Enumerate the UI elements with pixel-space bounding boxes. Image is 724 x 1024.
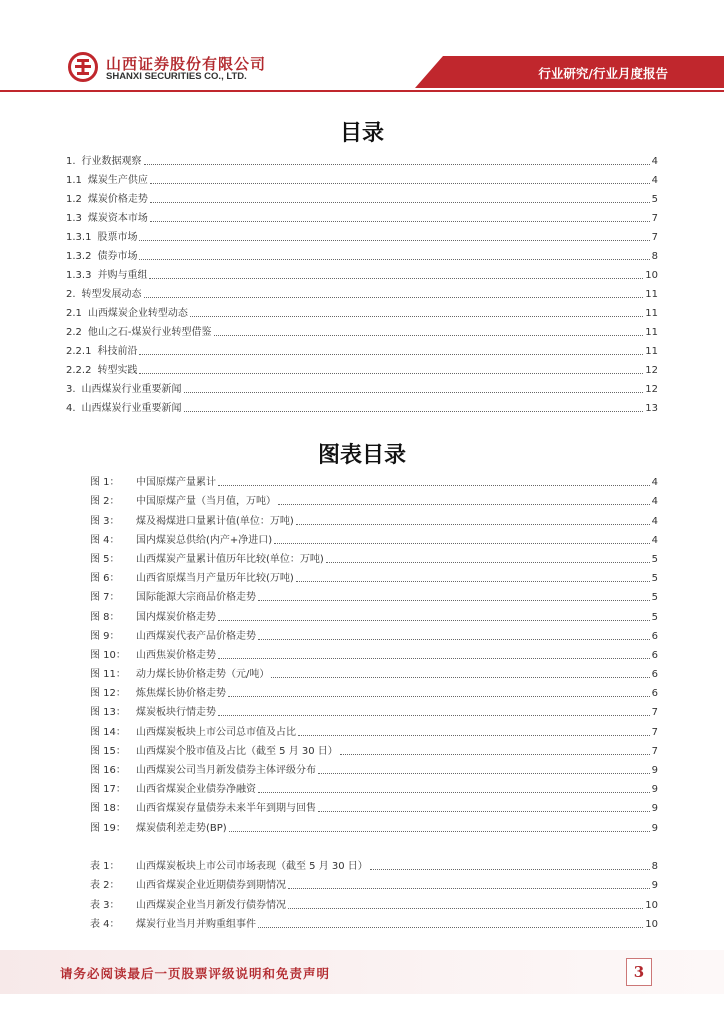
- toc-leader-dots: [298, 734, 650, 736]
- toc-leader-dots: [149, 277, 643, 279]
- figure-toc-item[interactable]: [90, 470, 658, 489]
- toc-leader-dots: [228, 695, 650, 697]
- toc-entry-number: 图 9：: [90, 630, 120, 642]
- toc-leader-dots: [274, 542, 649, 544]
- toc-entry-page[interactable]: 13: [645, 403, 658, 414]
- toc-item[interactable]: [66, 358, 658, 377]
- toc-entry-label: 他山之石-煤炭行业转型借鉴: [87, 327, 212, 338]
- toc-entry-number: 图 18：: [90, 803, 126, 815]
- figure-toc-item[interactable]: [90, 719, 658, 738]
- toc-entry-page[interactable]: 7: [651, 726, 658, 738]
- table-toc-item[interactable]: [90, 912, 658, 931]
- toc-entry-label: 国际能源大宗商品价格走势: [136, 592, 256, 604]
- report-type-label: 行业研究/行业月度报告: [538, 66, 668, 81]
- toc-entry-number: 1.2: [66, 194, 82, 205]
- toc-item[interactable]: [66, 244, 658, 263]
- figure-toc-item[interactable]: [90, 566, 658, 585]
- toc-entry-label: 山西煤炭企业转型动态: [87, 308, 188, 319]
- toc-entry-text[interactable]: [90, 745, 338, 758]
- toc-item[interactable]: [66, 149, 658, 168]
- toc-leader-dots: [214, 334, 644, 336]
- toc-entry-page[interactable]: 11: [645, 327, 658, 338]
- toc-entry-text[interactable]: [90, 534, 272, 547]
- toc-entry-label: 山西煤炭公司当月新发债券主体评级分布: [136, 765, 316, 776]
- toc-entry-label: 转型实践: [97, 365, 138, 376]
- toc-entry-label: 山西省煤炭企业债券净融资: [136, 784, 256, 796]
- toc-entry-number: 1.3.3: [66, 270, 92, 281]
- toc-entry-page[interactable]: 6: [651, 669, 658, 681]
- toc-leader-dots: [184, 410, 644, 412]
- toc-entry-text[interactable]: [90, 783, 256, 796]
- toc-leader-dots: [150, 220, 650, 222]
- toc-entry-number: 图 19：: [90, 822, 126, 834]
- toc-entry-text[interactable]: [90, 706, 216, 719]
- figure-toc-item[interactable]: [90, 624, 658, 643]
- toc-entry-number: 图 8：: [90, 611, 120, 623]
- toc-entry-text[interactable]: [66, 345, 137, 358]
- toc-entry-label: 煤炭生产供应: [87, 175, 148, 186]
- toc-entry-number: 表 3：: [90, 899, 120, 911]
- toc-leader-dots: [370, 868, 650, 870]
- toc-entry-number: 图 15：: [90, 745, 126, 757]
- toc-entry-page[interactable]: 4: [651, 156, 658, 167]
- toc-leader-dots: [150, 201, 650, 203]
- toc-leader-dots: [144, 296, 644, 298]
- toc-entry-number: 图 5：: [90, 553, 120, 565]
- toc-entry-page[interactable]: 7: [651, 745, 658, 757]
- toc-entry-number: 4.: [66, 403, 76, 414]
- toc-entry-text[interactable]: [90, 649, 216, 662]
- toc-leader-dots: [288, 907, 643, 909]
- toc-item[interactable]: [66, 282, 658, 301]
- toc-entry-page[interactable]: 8: [651, 251, 658, 262]
- toc-entry-page[interactable]: 4: [651, 534, 658, 546]
- table-toc-item[interactable]: [90, 873, 658, 892]
- figure-toc-item[interactable]: [90, 508, 658, 527]
- toc-entry-number: 图 3：: [90, 515, 120, 527]
- toc-entry-label: 山西煤炭板块上市公司市场表现（截至 5 月 30 日）: [136, 861, 368, 873]
- toc-leader-dots: [288, 887, 650, 889]
- toc-leader-dots: [218, 657, 650, 659]
- toc-leader-dots: [296, 580, 650, 582]
- toc-entry-page[interactable]: 9: [651, 880, 658, 892]
- toc-entry-number: 图 7：: [90, 592, 120, 604]
- toc-entry-number: 图 14：: [90, 726, 126, 738]
- toc-entry-label: 中国原煤产量累计: [136, 477, 216, 489]
- company-name-cn: 山西证券股份有限公司: [106, 55, 267, 73]
- toc-entry-label: 动力煤长协价格走势（元/吨）: [136, 669, 270, 681]
- toc-entry-number: 图 6：: [90, 573, 120, 585]
- toc-entry-page[interactable]: 5: [651, 573, 658, 585]
- toc-item[interactable]: [66, 301, 658, 320]
- toc-entry-label: 转型发展动态: [81, 289, 142, 300]
- figure-toc-title: 图表目录: [317, 442, 406, 468]
- toc-entry-text[interactable]: [90, 687, 226, 700]
- toc-entry-number: 图 4：: [90, 534, 120, 546]
- toc-entry-text[interactable]: [90, 495, 276, 508]
- toc-entry-page[interactable]: 7: [651, 707, 658, 719]
- toc-item[interactable]: [66, 187, 658, 206]
- table-toc-item[interactable]: [90, 854, 658, 873]
- toc-entry-text[interactable]: [90, 572, 294, 585]
- toc-entry-label: 山西省煤炭企业近期债券到期情况: [136, 880, 286, 892]
- toc-entry-number: 图 13：: [90, 707, 126, 719]
- toc-entry-number: 1.1: [66, 175, 82, 186]
- toc-entry-label: 股票市场: [97, 232, 138, 243]
- toc-entry-number: 2.2.2: [66, 365, 92, 376]
- toc-entry-page[interactable]: 11: [645, 308, 658, 319]
- toc-entry-page[interactable]: 9: [651, 765, 658, 776]
- toc-entry-page[interactable]: 4: [651, 496, 658, 508]
- shanxi-securities-logo-icon: [68, 52, 98, 82]
- table-toc-item[interactable]: [90, 892, 658, 911]
- toc-entry-number: 图 11：: [90, 669, 126, 681]
- toc-list: [66, 149, 658, 415]
- toc-entry-number: 2.2.1: [66, 346, 92, 357]
- figure-toc-item[interactable]: [90, 796, 658, 815]
- header-divider: [0, 90, 724, 92]
- toc-entry-label: 山西煤炭个股市值及占比（截至 5 月 30 日）: [136, 745, 338, 757]
- figure-toc-item[interactable]: [90, 815, 658, 834]
- figure-toc-item[interactable]: [90, 489, 658, 508]
- figure-toc-item[interactable]: [90, 547, 658, 566]
- figure-toc-item[interactable]: [90, 604, 658, 623]
- toc-entry-page[interactable]: 6: [651, 688, 658, 700]
- toc-entry-text[interactable]: [90, 899, 286, 912]
- toc-item[interactable]: [66, 396, 658, 415]
- toc-leader-dots: [326, 561, 650, 563]
- toc-entry-page[interactable]: 9: [651, 803, 658, 815]
- toc-leader-dots: [340, 753, 650, 755]
- toc-entry-text[interactable]: [90, 553, 324, 566]
- toc-entry-text[interactable]: [66, 212, 148, 225]
- toc-entry-number: 表 2：: [90, 880, 120, 892]
- toc-entry-page[interactable]: 5: [651, 194, 658, 205]
- toc-entry-number: 1.: [66, 156, 76, 167]
- figure-toc-item[interactable]: [90, 700, 658, 719]
- toc-entry-text[interactable]: [90, 668, 269, 681]
- toc-entry-number: 图 1：: [90, 477, 120, 489]
- toc-entry-text[interactable]: [66, 307, 188, 320]
- toc-entry-label: 山西煤炭行业重要新闻: [81, 403, 182, 414]
- toc-entry-text[interactable]: [66, 364, 137, 377]
- toc-leader-dots: [139, 239, 649, 241]
- toc-entry-text[interactable]: [90, 802, 316, 815]
- toc-entry-page[interactable]: 12: [645, 365, 658, 376]
- figure-toc-item[interactable]: [90, 739, 658, 758]
- toc-entry-page[interactable]: 8: [651, 861, 658, 873]
- toc-entry-text[interactable]: [90, 918, 256, 931]
- toc-entry-label: 债券市场: [97, 251, 138, 262]
- toc-entry-page[interactable]: 10: [645, 270, 658, 281]
- toc-entry-text[interactable]: [90, 879, 286, 892]
- toc-leader-dots: [139, 258, 649, 260]
- toc-entry-label: 山西省煤炭存量债券未来半年到期与回售: [136, 803, 316, 815]
- toc-entry-page[interactable]: 11: [645, 289, 658, 300]
- figure-list: [90, 470, 658, 835]
- figure-toc-item[interactable]: [90, 662, 658, 681]
- toc-entry-page[interactable]: 4: [651, 175, 658, 186]
- toc-leader-dots: [144, 163, 650, 165]
- toc-entry-label: 煤炭债利差走势(BP): [136, 822, 227, 834]
- toc-entry-label: 煤炭行业当月并购重组事件: [136, 918, 256, 930]
- toc-entry-page[interactable]: 11: [645, 346, 658, 357]
- toc-title: 目录: [339, 120, 384, 146]
- toc-entry-label: 煤及褐煤进口量累计值(单位：万吨): [136, 515, 294, 527]
- toc-entry-page[interactable]: 4: [651, 515, 658, 527]
- toc-entry-page[interactable]: 6: [651, 649, 658, 661]
- figure-toc-item[interactable]: [90, 758, 658, 777]
- figure-toc-item[interactable]: [90, 528, 658, 547]
- company-name-en: SHANXI SECURITIES CO., LTD.: [106, 71, 247, 82]
- toc-leader-dots: [271, 676, 649, 678]
- toc-entry-label: 行业数据观察: [81, 156, 142, 167]
- toc-entry-text[interactable]: [66, 269, 147, 282]
- toc-entry-page[interactable]: 6: [651, 630, 658, 642]
- toc-leader-dots: [258, 791, 650, 793]
- toc-entry-text[interactable]: [66, 383, 182, 396]
- toc-entry-text[interactable]: [90, 764, 316, 777]
- toc-entry-label: 山西煤炭产量累计值历年比较(单位：万吨): [136, 553, 324, 565]
- toc-entry-page[interactable]: 5: [651, 611, 658, 623]
- toc-entry-text[interactable]: [66, 288, 142, 301]
- toc-entry-text[interactable]: [66, 250, 137, 263]
- toc-leader-dots: [318, 772, 650, 774]
- toc-entry-label: 煤炭板块行情走势: [136, 707, 216, 719]
- toc-leader-dots: [184, 391, 644, 393]
- toc-leader-dots: [218, 619, 650, 621]
- toc-entry-label: 煤炭资本市场: [87, 213, 148, 224]
- toc-entry-text[interactable]: [90, 822, 227, 835]
- toc-entry-number: 图 2：: [90, 496, 120, 508]
- toc-entry-number: 3.: [66, 384, 76, 395]
- toc-entry-label: 山西煤炭代表产品价格走势: [136, 630, 256, 642]
- toc-entry-number: 图 12：: [90, 688, 126, 700]
- toc-entry-page[interactable]: 4: [651, 477, 658, 489]
- toc-entry-text[interactable]: [90, 860, 368, 873]
- toc-item[interactable]: [66, 225, 658, 244]
- toc-entry-number: 表 1：: [90, 861, 120, 873]
- toc-entry-number: 表 4：: [90, 918, 120, 930]
- toc-leader-dots: [190, 315, 643, 317]
- toc-item[interactable]: [66, 339, 658, 358]
- toc-entry-text[interactable]: [66, 402, 182, 415]
- toc-entry-page[interactable]: 5: [651, 592, 658, 604]
- footer-disclaimer: 请务必阅读最后一页股票评级说明和免责声明: [60, 966, 331, 981]
- toc-entry-page[interactable]: 9: [651, 784, 658, 796]
- toc-item[interactable]: [66, 320, 658, 339]
- toc-entry-number: 1.3.1: [66, 232, 92, 243]
- toc-leader-dots: [258, 926, 643, 928]
- toc-entry-text[interactable]: [90, 611, 216, 624]
- toc-entry-number: 2.: [66, 289, 76, 300]
- toc-item[interactable]: [66, 168, 658, 187]
- toc-leader-dots: [258, 638, 650, 640]
- toc-entry-text[interactable]: [90, 726, 296, 739]
- toc-leader-dots: [139, 372, 643, 374]
- toc-leader-dots: [139, 353, 643, 355]
- toc-entry-page[interactable]: 5: [651, 553, 658, 565]
- toc-entry-number: 图 17：: [90, 784, 126, 796]
- toc-leader-dots: [218, 714, 650, 716]
- toc-entry-number: 2.1: [66, 308, 82, 319]
- page-number: 3: [626, 958, 652, 986]
- toc-entry-number: 2.2: [66, 327, 82, 338]
- toc-entry-page[interactable]: 7: [651, 232, 658, 243]
- toc-entry-page[interactable]: 10: [645, 899, 658, 911]
- toc-entry-text[interactable]: [90, 591, 256, 604]
- toc-entry-label: 山西煤炭板块上市公司总市值及占比: [136, 726, 296, 738]
- toc-entry-page[interactable]: 12: [645, 384, 658, 395]
- toc-entry-label: 国内煤炭总供给(内产+净进口): [136, 534, 273, 546]
- toc-entry-page[interactable]: 7: [651, 213, 658, 224]
- toc-leader-dots: [296, 523, 650, 525]
- figure-toc-item[interactable]: [90, 643, 658, 662]
- toc-entry-label: 国内煤炭价格走势: [136, 611, 216, 623]
- figure-toc-item[interactable]: [90, 681, 658, 700]
- figure-toc-item[interactable]: [90, 777, 658, 796]
- toc-entry-label: 山西焦炭价格走势: [136, 649, 216, 661]
- toc-entry-text[interactable]: [90, 476, 216, 489]
- toc-entry-text[interactable]: [66, 231, 137, 244]
- toc-entry-page[interactable]: 9: [651, 822, 658, 834]
- toc-entry-text[interactable]: [90, 515, 294, 528]
- toc-leader-dots: [229, 830, 650, 832]
- toc-entry-label: 山西煤炭企业当月新发行债券情况: [136, 899, 286, 911]
- toc-item[interactable]: [66, 377, 658, 396]
- toc-entry-label: 山西省原煤当月产量历年比较(万吨): [136, 573, 294, 585]
- toc-leader-dots: [318, 810, 650, 812]
- toc-entry-text[interactable]: [66, 174, 148, 187]
- toc-entry-number: 图 16：: [90, 765, 126, 776]
- toc-leader-dots: [278, 503, 650, 505]
- toc-leader-dots: [218, 484, 650, 486]
- figure-toc-item[interactable]: [90, 585, 658, 604]
- toc-entry-number: 1.3: [66, 213, 82, 224]
- toc-entry-text[interactable]: [66, 326, 212, 339]
- toc-entry-number: 图 10：: [90, 649, 126, 661]
- toc-leader-dots: [150, 182, 650, 184]
- toc-entry-label: 科技前沿: [97, 346, 138, 357]
- toc-entry-page[interactable]: 10: [645, 918, 658, 930]
- table-list: [90, 854, 658, 931]
- toc-entry-number: 1.3.2: [66, 251, 92, 262]
- toc-entry-text[interactable]: [66, 193, 148, 206]
- toc-item[interactable]: [66, 263, 658, 282]
- toc-entry-label: 中国原煤产量（当月值，万吨）: [136, 496, 276, 508]
- toc-entry-label: 煤炭价格走势: [87, 194, 148, 205]
- page-header: [0, 0, 724, 100]
- toc-entry-text[interactable]: [90, 630, 256, 643]
- toc-entry-label: 并购与重组: [97, 270, 148, 281]
- toc-item[interactable]: [66, 206, 658, 225]
- toc-entry-label: 山西煤炭行业重要新闻: [81, 384, 182, 395]
- toc-entry-label: 炼焦煤长协价格走势: [136, 688, 226, 700]
- toc-leader-dots: [258, 599, 650, 601]
- toc-entry-text[interactable]: [66, 155, 142, 168]
